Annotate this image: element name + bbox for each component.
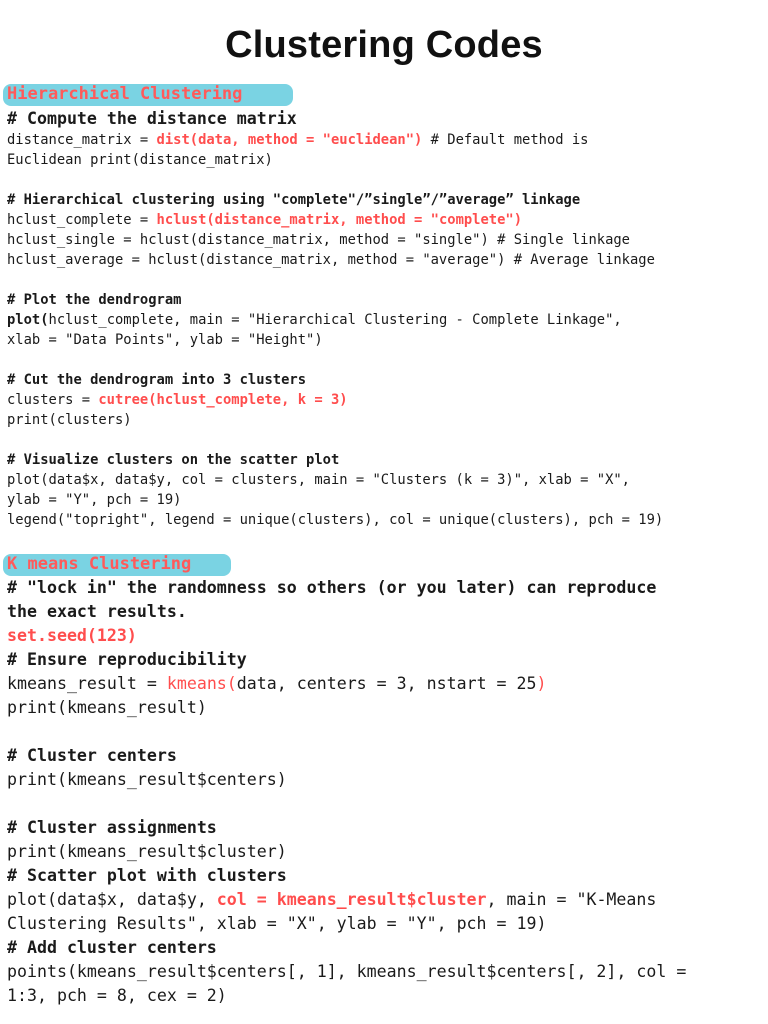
code-keyword: plot( <box>7 312 49 328</box>
page-title: Clustering Codes <box>225 24 543 66</box>
code-comment: # Ensure reproducibility <box>7 650 247 669</box>
code-highlight: cutree(hclust_complete, k = 3) <box>98 392 348 408</box>
blank-line <box>7 430 767 450</box>
code-line <box>7 210 767 230</box>
code-line: points(kmeans_result$centers[, 1], kmeans_result$centers[, 2], col = <box>7 962 687 981</box>
code-line: hclust_average = hclust(distance_matrix, method = "average") # Average linkage <box>7 252 655 268</box>
code-line: print(kmeans_result$centers) <box>7 770 287 789</box>
code-highlight: dist(data, method = "euclidean") <box>156 132 423 148</box>
blank-line <box>7 792 767 816</box>
blank-line <box>7 270 767 290</box>
code-text: clusters = <box>7 392 99 408</box>
code-line: xlab = "Data Points", ylab = "Height") <box>7 332 323 348</box>
code-comment: # Cut the dendrogram into 3 clusters <box>7 372 307 388</box>
code-text: data, centers = 3, nstart = 25 <box>236 674 537 693</box>
code-line: Clustering Results", xlab = "X", ylab = "Y", pch = 19) <box>7 914 547 933</box>
code-line: plot(data$x, data$y, col = clusters, main = "Clusters (k = 3)", xlab = "X", <box>7 472 630 488</box>
code-highlight: ) <box>536 674 547 693</box>
code-comment: # Add cluster centers <box>7 938 217 957</box>
code-line <box>7 310 767 330</box>
code-highlight: set.seed(123) <box>7 626 137 645</box>
code-line: hclust_single = hclust(distance_matrix, method = "single") # Single linkage <box>7 232 630 248</box>
code-line: legend("topright", legend = unique(clusters), col = unique(clusters), pch = 19) <box>7 512 664 528</box>
code-line: print(kmeans_result) <box>7 698 207 717</box>
kmeans-heading: K means Clustering <box>7 554 192 574</box>
code-comment: # Cluster centers <box>7 746 177 765</box>
code-comment: # Cluster assignments <box>7 818 217 837</box>
code-comment: the exact results. <box>7 602 187 621</box>
code-line: print(kmeans_result$cluster) <box>7 842 287 861</box>
code-comment: # Plot the dendrogram <box>7 292 182 308</box>
code-highlight: kmeans( <box>166 674 237 693</box>
code-line <box>7 130 767 150</box>
blank-line <box>7 170 767 190</box>
code-line <box>7 390 767 410</box>
code-text: , main = "K-Means <box>486 890 657 909</box>
code-line: Euclidean print(distance_matrix) <box>7 152 273 168</box>
code-line <box>7 672 767 696</box>
code-comment: # Hierarchical clustering using "complete"/”single”/”average” linkage <box>7 192 581 208</box>
kmeans-code-block <box>7 576 767 1008</box>
code-text: hclust_complete = <box>7 212 157 228</box>
code-text: # Default method is <box>422 132 589 148</box>
code-text: kmeans_result = <box>7 674 167 693</box>
code-text: distance_matrix = <box>7 132 157 148</box>
code-line <box>7 888 767 912</box>
blank-line <box>7 350 767 370</box>
code-comment: # Compute the distance matrix <box>7 109 297 128</box>
blank-line <box>7 720 767 744</box>
code-comment: # Scatter plot with clusters <box>7 866 287 885</box>
code-highlight: hclust(distance_matrix, method = "complete") <box>156 212 523 228</box>
code-line: ylab = "Y", pch = 19) <box>7 492 182 508</box>
code-highlight: col = kmeans_result$cluster <box>216 890 487 909</box>
code-line: print(clusters) <box>7 412 132 428</box>
code-comment: # Visualize clusters on the scatter plot <box>7 452 340 468</box>
hierarchical-code-block <box>7 108 767 530</box>
code-text: hclust_complete, main = "Hierarchical Clustering - Complete Linkage", <box>48 312 622 328</box>
code-line: 1:3, pch = 8, cex = 2) <box>7 986 227 1005</box>
code-comment: # "lock in" the randomness so others (or you later) can reproduce <box>7 578 657 597</box>
hierarchical-heading: Hierarchical Clustering <box>7 84 243 104</box>
code-text: plot(data$x, data$y, <box>7 890 217 909</box>
